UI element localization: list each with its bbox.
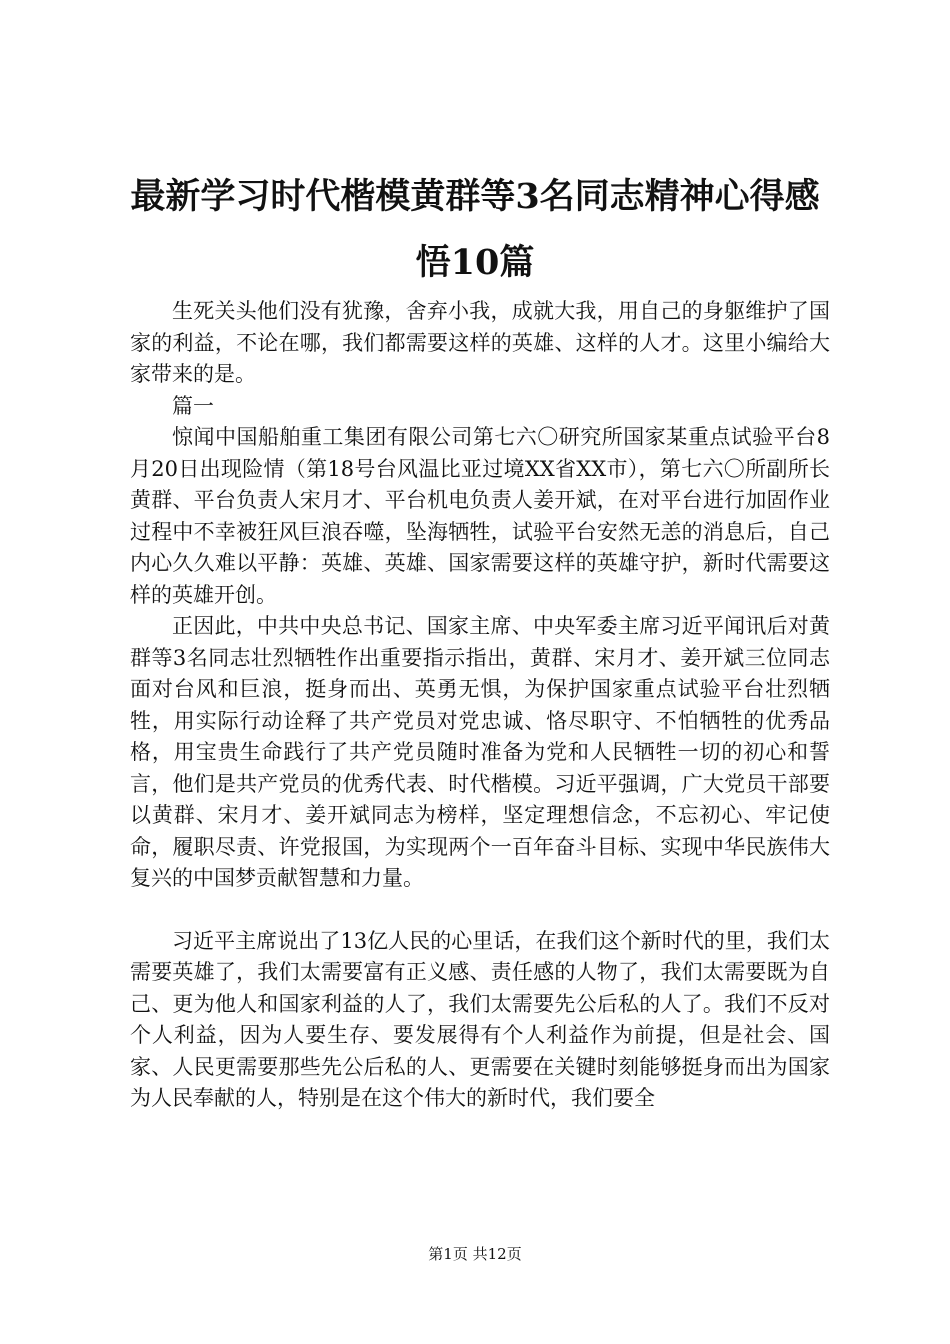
paragraph-reflection: 习近平主席说出了13亿人民的心里话，在我们这个新时代的里，我们太需要英雄了，我们太需要富有正义感、责任感的人物了，我们太需要既为自己、更为他人和国家利益的人了，我们太需要先公后私的人了。我们不反对个人利益，因为人要生存、要发展得有个人利益作为前提，但是社会、国家、人民更需要那些先公后私的人、更需要在关键时刻能够挺身而出为国家为人民奉献的人，特别是在这个伟大的新时代，我们要全 [130,928,830,1110]
document-body [130,296,830,1115]
paragraph-section-heading: 篇一 [172,393,214,418]
document-title: 最新学习时代楷模黄群等3名同志精神心得感悟10篇 [130,176,820,283]
paragraph-intro: 生死关头他们没有犹豫，舍弃小我，成就大我，用自己的身躯维护了国家的利益，不论在哪，我们都需要这样的英雄、这样的人才。这里小编给大家带来的是。 [130,299,830,386]
page-footer: 第1页 共12页 [428,1245,522,1263]
paragraph-news: 惊闻中国船舶重工集团有限公司第七六〇研究所国家某重点试验平台8月20日出现险情（第18号台风温比亚过境XX省XX市），第七六〇所副所长黄群、平台负责人宋月才、平台机电负责人姜开斌，在对平台进行加固作业过程中不幸被狂风巨浪吞噬，坠海牺牲，试验平台安然无恙的消息后，自己内心久久难以平静：英雄、英雄、国家需要这样的英雄守护，新时代需要这样的英雄开创。 [130,425,830,607]
paragraph-instruction: 正因此，中共中央总书记、国家主席、中央军委主席习近平闻讯后对黄群等3名同志壮烈牺牲作出重要指示指出，黄群、宋月才、姜开斌三位同志面对台风和巨浪，挺身而出、英勇无惧，为保护国家重点试验平台壮烈牺牲，用实际行动诠释了共产党员对党忠诚、恪尽职守、不怕牺牲的优秀品格，用宝贵生命践行了共产党员随时准备为党和人民牺牲一切的初心和誓言，他们是共产党员的优秀代表、时代楷模。习近平强调，广大党员干部要以黄群、宋月才、姜开斌同志为榜样，坚定理想信念，不忘初心、牢记使命，履职尽责、许党报国，为实现两个一百年奋斗目标、实现中华民族伟大复兴的中国梦贡献智慧和力量。 [130,614,830,890]
